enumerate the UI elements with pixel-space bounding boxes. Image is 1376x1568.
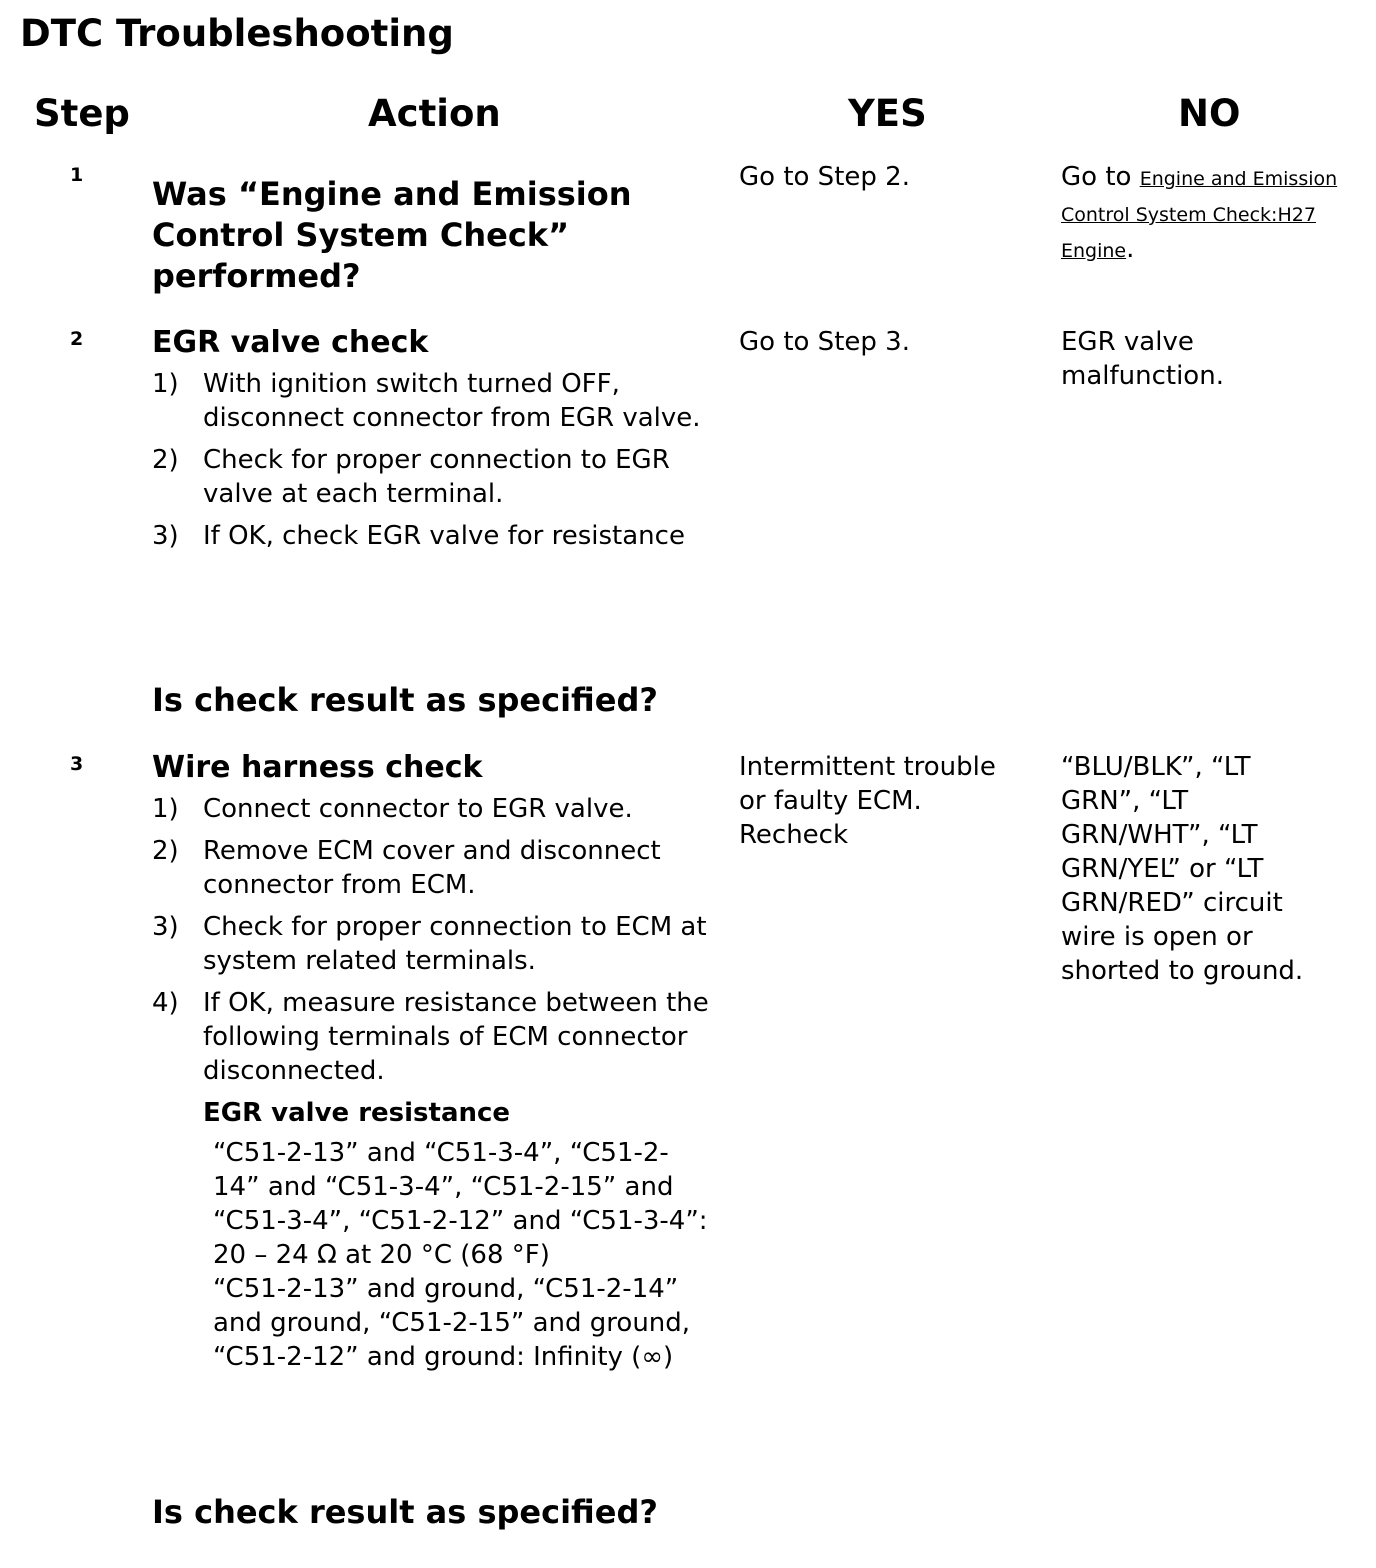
- list-item: [152, 834, 712, 902]
- item-number: 1): [152, 794, 179, 824]
- item-text: Remove ECM cover and disconnect connector from ECM.: [203, 836, 661, 900]
- column-header-action: Action: [368, 92, 501, 135]
- list-item: [152, 792, 712, 826]
- no-cell: “BLU/BLK”, “LT GRN”, “LT GRN/WHT”, “LT GRN/YEL” or “LT GRN/RED” circuit wire is open or shorted to ground.: [1061, 752, 1304, 986]
- list-item: [152, 367, 712, 435]
- item-number: 2): [152, 836, 179, 866]
- no-text-suffix: .: [1126, 234, 1135, 264]
- step-number: 1: [70, 164, 84, 186]
- engine-check-link[interactable]: Engine and Emission Control System Check:H27 Engine: [1061, 168, 1338, 262]
- item-number: 3): [152, 912, 179, 942]
- item-text: If OK, check EGR valve for resistance: [203, 521, 685, 551]
- step-number: 2: [70, 328, 84, 350]
- list-item: [152, 986, 712, 1088]
- item-text: With ignition switch turned OFF, disconnect connector from EGR valve.: [203, 369, 701, 433]
- step-question: Is check result as specified?: [152, 681, 658, 719]
- spec-text: “C51-2-13” and “C51-3-4”, “C51-2-14” and “C51-3-4”, “C51-2-15” and “C51-3-4”, “C51-2-12” and “C51-3-4”: 20 – 24 Ω at 20 °C (68 °F): [213, 1138, 708, 1270]
- page-title: DTC Troubleshooting: [20, 12, 454, 55]
- item-number: 2): [152, 445, 179, 475]
- list-item: [152, 443, 712, 511]
- step-number: 3: [70, 753, 84, 775]
- yes-cell: Go to Step 2.: [739, 162, 910, 192]
- no-cell: [1061, 160, 1341, 268]
- item-number: 4): [152, 988, 179, 1018]
- step-heading: Wire harness check: [152, 750, 483, 785]
- procedure-list: [152, 367, 712, 553]
- item-text: If OK, measure resistance between the following terminals of ECM connector disconnected.: [203, 988, 709, 1086]
- column-header-no: NO: [1178, 92, 1241, 135]
- yes-cell: Go to Step 3.: [739, 327, 910, 357]
- step-question: Is check result as specified?: [152, 1493, 658, 1531]
- spec-heading: EGR valve resistance: [203, 1098, 511, 1128]
- item-number: 3): [152, 521, 179, 551]
- procedure-list: [152, 792, 712, 1088]
- item-text: Connect connector to EGR valve.: [203, 794, 633, 824]
- column-header-step: Step: [34, 92, 130, 135]
- list-item: [152, 910, 712, 978]
- column-header-yes: YES: [848, 92, 927, 135]
- item-number: 1): [152, 369, 179, 399]
- spec-text: “C51-2-13” and ground, “C51-2-14” and ground, “C51-2-15” and ground, “C51-2-12” and ground: Infinity (∞): [213, 1274, 691, 1372]
- item-text: Check for proper connection to EGR valve at each terminal.: [203, 445, 670, 509]
- item-text: Check for proper connection to ECM at system related terminals.: [203, 912, 707, 976]
- no-cell: EGR valve malfunction.: [1061, 327, 1224, 391]
- step-heading: EGR valve check: [152, 325, 429, 360]
- yes-cell: Intermittent trouble or faulty ECM. Recheck: [739, 752, 996, 850]
- action-cell: [152, 750, 712, 1374]
- action-cell: [152, 174, 672, 297]
- list-item: [152, 519, 712, 553]
- no-text: Go to: [1061, 162, 1140, 192]
- step-question: Was “Engine and Emission Control System Check” performed?: [152, 175, 632, 295]
- action-cell: [152, 325, 712, 561]
